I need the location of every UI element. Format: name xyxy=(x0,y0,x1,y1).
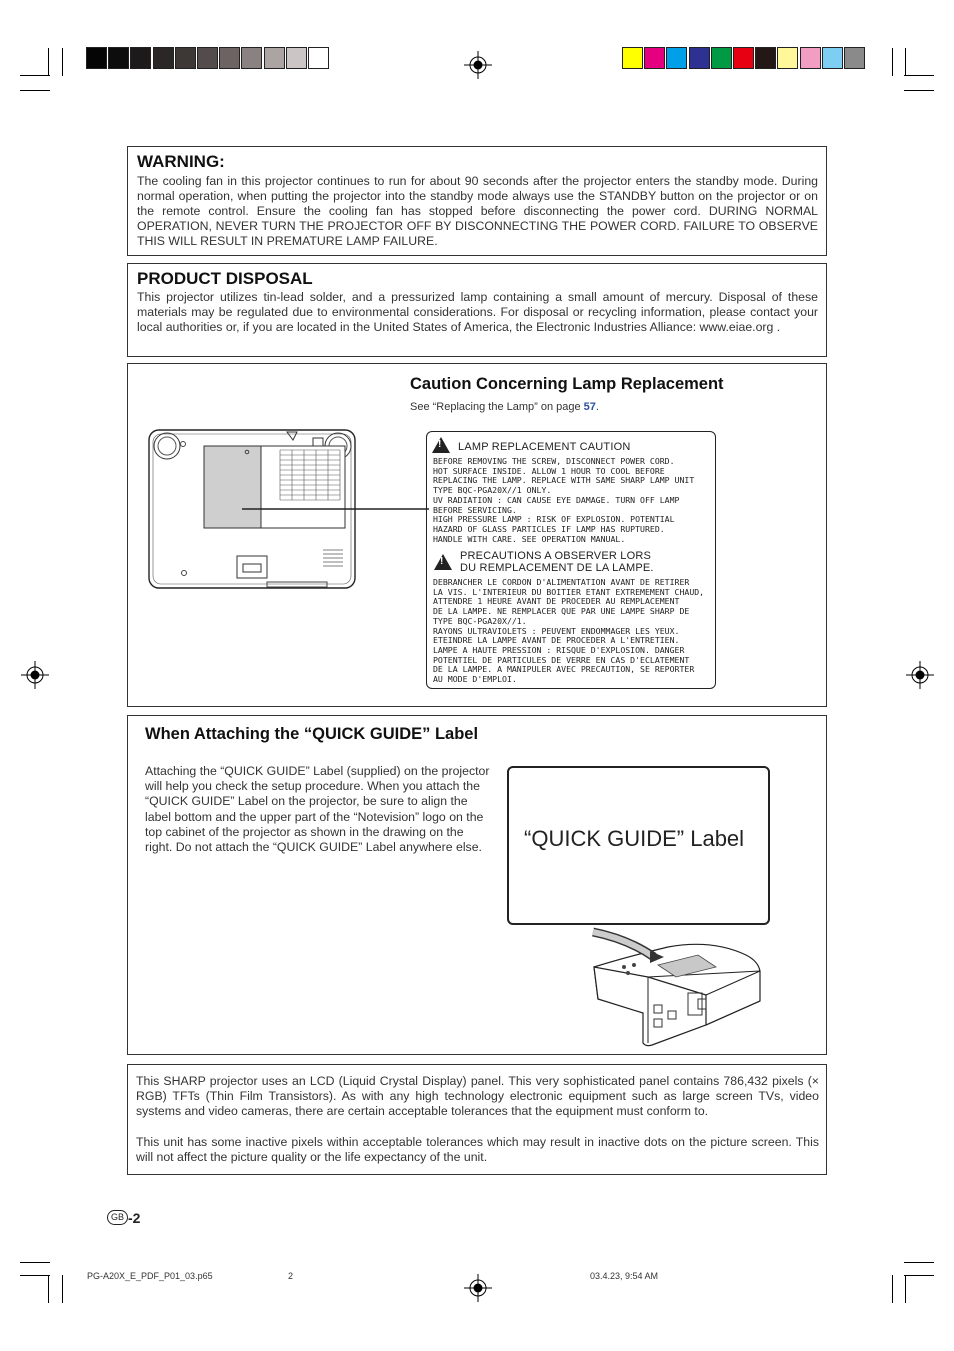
color-swatch xyxy=(130,47,151,69)
disposal-title: PRODUCT DISPOSAL xyxy=(137,269,313,288)
warning-title: WARNING: xyxy=(137,152,225,171)
label-en-heading: LAMP REPLACEMENT CAUTION xyxy=(458,441,631,453)
disposal-box xyxy=(127,263,827,357)
quick-guide-text: Attaching the “QUICK GUIDE” Label (supplied) on the projector will help you check the setup procedure. When you attach the “QUICK GUIDE” Label on the projector, be sure to align the label bottom and the upper part of the “Notevision” logo on the top cabinet of the projector as shown in the drawing on the right. Do not attach the “QUICK GUIDE” Label anywhere else. xyxy=(145,764,490,855)
label-en-text xyxy=(433,457,694,544)
color-swatch xyxy=(644,47,665,69)
registration-mark-right xyxy=(906,661,934,689)
warning-box xyxy=(127,146,827,256)
color-swatch xyxy=(108,47,129,69)
lamp-caution-title: Caution Concerning Lamp Replacement xyxy=(410,375,724,393)
footer-date: 03.4.23, 9:54 AM xyxy=(590,1271,659,1281)
warning-triangle-icon xyxy=(432,437,450,453)
color-swatch xyxy=(197,47,218,69)
label-fr-line: DE LA LAMPE. NE REMPLACER QUE PAR UNE LAMPE SHARP DE xyxy=(433,606,690,617)
page-number-text: -2 xyxy=(128,1209,141,1226)
label-fr-line: POTENTIEL DE PARTICULES DE VERRE EN CAS D'ECLATEMENT xyxy=(433,654,690,665)
gb-badge: GB xyxy=(107,1210,128,1225)
label-fr-heading-1: PRECAUTIONS A OBSERVER LORS xyxy=(460,550,652,562)
page-number xyxy=(107,1209,140,1227)
label-fr-line: LAMPE A HAUTE PRESSION : RISQUE D'EXPLOSION. DANGER xyxy=(433,644,685,655)
page-link[interactable]: 57 xyxy=(583,401,596,413)
footer-filename: PG-A20X_E_PDF_P01_03.p65 xyxy=(87,1271,213,1281)
color-swatch xyxy=(755,47,776,69)
color-swatch xyxy=(241,47,262,69)
label-fr-heading-2: DU REMPLACEMENT DE LA LAMPE. xyxy=(460,562,654,574)
label-en-line: TYPE BQC-PGA20X//1 ONLY. xyxy=(433,485,552,496)
color-swatch xyxy=(777,47,798,69)
label-en-line: HANDLE WITH CARE. SEE OPERATION MANUAL. xyxy=(433,533,626,544)
label-en-line: HOT SURFACE INSIDE. ALLOW 1 HOUR TO COOL BEFORE xyxy=(433,465,665,476)
registration-mark-top xyxy=(464,51,492,79)
registration-mark-bottom xyxy=(464,1274,492,1302)
color-swatch xyxy=(286,47,307,69)
label-en-line: UV RADIATION : CAN CAUSE EYE DAMAGE. TURN OFF LAMP xyxy=(433,494,680,505)
registration-mark-left xyxy=(21,661,49,689)
label-en-line: BEFORE REMOVING THE SCREW, DISCONNECT POWER CORD. xyxy=(433,456,675,466)
lamp-see-reference xyxy=(410,401,599,413)
lcd-paragraph-2: This unit has some inactive pixels within acceptable tolerances which may result in inactive dots on the picture screen. This will not affect the picture quality or the life expectancy of the unit. xyxy=(136,1135,819,1164)
label-fr-text xyxy=(433,578,704,685)
color-swatch xyxy=(800,47,821,69)
quick-guide-title: When Attaching the “QUICK GUIDE” Label xyxy=(145,725,479,743)
color-swatch xyxy=(86,47,107,69)
label-en-line: HIGH PRESSURE LAMP : RISK OF EXPLOSION. POTENTIAL xyxy=(433,514,675,525)
label-fr-line: ATTENDRE 1 HEURE AVANT DE PROCEDER AU REMPLACEMENT xyxy=(433,596,680,607)
label-en-line: BEFORE SERVICING. xyxy=(433,504,517,515)
color-swatch xyxy=(666,47,687,69)
color-swatch xyxy=(822,47,843,69)
quick-guide-label-sample xyxy=(507,766,770,925)
color-swatch xyxy=(175,47,196,69)
footer-page: 2 xyxy=(288,1271,294,1281)
label-fr-line: TYPE BQC-PGA20X//1. xyxy=(433,615,527,626)
label-fr-line: RAYONS ULTRAVIOLETS : PEUVENT ENDOMMAGER LES YEUX. xyxy=(433,625,680,636)
color-swatch xyxy=(689,47,710,69)
see-suffix: . xyxy=(595,401,599,413)
projector-top-illustration xyxy=(588,927,768,1049)
label-fr-line: AU MODE D'EMPLOI. xyxy=(433,674,517,685)
color-swatch xyxy=(308,47,329,69)
label-en-line: REPLACING THE LAMP. REPLACE WITH SAME SHARP LAMP UNIT xyxy=(433,475,695,486)
label-en-line: HAZARD OF GLASS PARTICLES IF LAMP HAS RUPTURED. xyxy=(433,523,665,534)
lcd-notice-box xyxy=(127,1064,827,1175)
warning-text: The cooling fan in this projector continues to run for about 90 seconds after the projector enters the standby mode. During normal operation, when putting the projector into the standby mode always use the STANDBY button on the projector or on the remote control. Ensure the cooling fan has stopped before disconnecting the power cord. DURING NORMAL OPERATION, NEVER TURN THE PROJECTOR OFF BY DISCONNECTING THE POWER CORD. FAILURE TO OBSERVE THIS WILL RESULT IN PREMATURE LAMP FAILURE. xyxy=(137,174,818,248)
see-text: See “Replacing the Lamp” on page xyxy=(410,401,584,413)
color-swatch xyxy=(219,47,240,69)
disposal-text: This projector utilizes tin-lead solder, and a pressurized lamp containing a small amount of mercury. Disposal of these materials may be regulated due to environmental considerations. For disposal or recycling information, please contact your local authorities or, if you are located in the United States of America, the Electronic Industries Alliance: www.eiae.org . xyxy=(137,290,818,334)
label-fr-line: LA VIS. L'INTERIEUR DU BOITIER ETANT EXTREMEMENT CHAUD, xyxy=(433,586,705,597)
label-fr-line: DE LA LAMPE. A MANIPULER AVEC PRECAUTION, SE REPORTER xyxy=(433,664,695,675)
lamp-caution-label xyxy=(426,431,716,689)
quick-guide-label-text: “QUICK GUIDE” Label xyxy=(524,826,745,851)
color-swatch xyxy=(711,47,732,69)
warning-triangle-icon xyxy=(434,554,452,570)
color-swatch xyxy=(153,47,174,69)
color-swatch xyxy=(844,47,865,69)
lcd-paragraph-1: This SHARP projector uses an LCD (Liquid Crystal Display) panel. This very sophisticated panel contains 786,432 pixels (× RGB) TFTs (Thin Film Transistors). As with any high technology electronic equipment such as large screen TVs, video systems and video cameras, there are certain acceptable tolerances that the equipment must conform to. xyxy=(136,1074,819,1118)
label-fr-line: DEBRANCHER LE CORDON D'ALIMENTATION AVANT DE RETIRER xyxy=(433,577,690,587)
color-swatch xyxy=(733,47,754,69)
label-fr-line: ETEINDRE LA LAMPE AVANT DE PROCEDER A L'ENTRETIEN. xyxy=(433,635,680,646)
projector-bottom-illustration xyxy=(147,428,429,592)
color-swatch xyxy=(622,47,643,69)
color-swatch xyxy=(264,47,285,69)
